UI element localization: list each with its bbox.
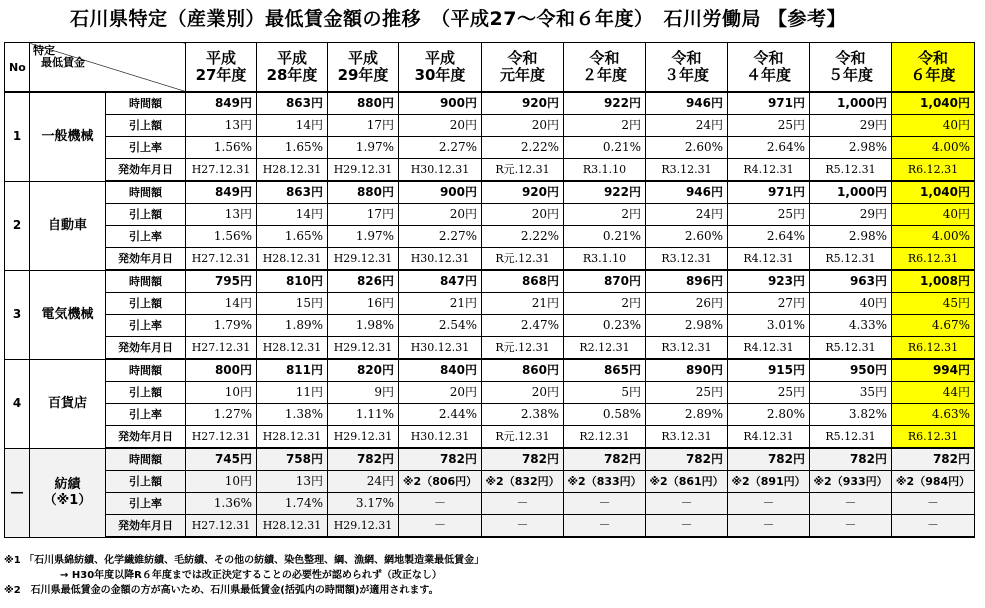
date-cell: H29.12.31 — [328, 515, 399, 538]
industry-name-text: 自動車 — [47, 217, 87, 233]
date-cell: R5.12.31 — [810, 426, 892, 449]
industry-name — [30, 270, 106, 359]
raise-cell: 27円 — [728, 293, 810, 315]
table-row — [5, 404, 975, 426]
date-cell: － — [564, 515, 646, 538]
date-cell: H28.12.31 — [257, 426, 328, 449]
rate-cell: 4.67% — [892, 315, 975, 337]
rate-cell: 1.36% — [186, 493, 257, 515]
hourly-cell: 900円 — [399, 92, 482, 115]
rate-cell: 2.80% — [728, 404, 810, 426]
rate-cell: 3.01% — [728, 315, 810, 337]
date-cell: R元.12.31 — [482, 248, 564, 271]
hourly-cell: 922円 — [564, 92, 646, 115]
hourly-cell: 963円 — [810, 270, 892, 293]
raise-cell: 24円 — [646, 115, 728, 137]
rate-cell: 4.33% — [810, 315, 892, 337]
group-no: 3 — [5, 270, 30, 359]
row-label: 発効年月日 — [106, 248, 186, 271]
date-cell: R4.12.31 — [728, 426, 810, 449]
rate-cell: － — [810, 493, 892, 515]
table-row — [5, 337, 975, 360]
header-year-6: 令和 ２年度 — [564, 43, 646, 93]
table-row — [5, 159, 975, 182]
rate-cell: 0.23% — [564, 315, 646, 337]
date-cell: R5.12.31 — [810, 337, 892, 360]
hourly-cell: 1,040円 — [892, 92, 975, 115]
row-label: 引上額 — [106, 471, 186, 493]
header-corner — [30, 43, 186, 93]
date-cell: R2.12.31 — [564, 337, 646, 360]
row-label: 時間額 — [106, 181, 186, 204]
raise-cell: 20円 — [399, 382, 482, 404]
hourly-cell: 900円 — [399, 181, 482, 204]
rate-cell: 2.27% — [399, 137, 482, 159]
raise-cell: 25円 — [646, 382, 728, 404]
industry-name — [30, 92, 106, 181]
rate-cell: 3.17% — [328, 493, 399, 515]
raise-cell: 9円 — [328, 382, 399, 404]
rate-cell: 2.44% — [399, 404, 482, 426]
rate-cell: 1.97% — [328, 137, 399, 159]
row-label: 時間額 — [106, 92, 186, 115]
raise-cell: ※2（861円） — [646, 471, 728, 493]
date-cell: H27.12.31 — [186, 426, 257, 449]
hourly-cell: 849円 — [186, 92, 257, 115]
row-label: 引上額 — [106, 115, 186, 137]
rate-cell: － — [892, 493, 975, 515]
rate-cell: 1.65% — [257, 137, 328, 159]
header-year-9: 令和 ５年度 — [810, 43, 892, 93]
date-cell: H27.12.31 — [186, 337, 257, 360]
hourly-cell: 745円 — [186, 448, 257, 471]
hourly-cell: 890円 — [646, 359, 728, 382]
rate-cell: － — [728, 493, 810, 515]
hourly-cell: 820円 — [328, 359, 399, 382]
date-cell: R3.1.10 — [564, 248, 646, 271]
raise-cell: 21円 — [399, 293, 482, 315]
raise-cell: 25円 — [728, 204, 810, 226]
table-row — [5, 382, 975, 404]
raise-cell: 29円 — [810, 115, 892, 137]
date-cell: R3.1.10 — [564, 159, 646, 182]
hourly-cell: 782円 — [892, 448, 975, 471]
raise-cell: 2円 — [564, 204, 646, 226]
table-row — [5, 426, 975, 449]
rate-cell: 1.98% — [328, 315, 399, 337]
hourly-cell: 826円 — [328, 270, 399, 293]
hourly-cell: 782円 — [564, 448, 646, 471]
raise-cell: 15円 — [257, 293, 328, 315]
raise-cell: 14円 — [257, 204, 328, 226]
raise-cell: 13円 — [186, 204, 257, 226]
header-row — [5, 43, 975, 93]
raise-cell: 40円 — [810, 293, 892, 315]
rate-cell: 1.56% — [186, 137, 257, 159]
raise-cell: 45円 — [892, 293, 975, 315]
raise-cell: 20円 — [482, 382, 564, 404]
hourly-cell: 1,008円 — [892, 270, 975, 293]
date-cell: R5.12.31 — [810, 248, 892, 271]
header-corner-bottom: 最低賃金 — [41, 56, 85, 69]
industry-name-text: 電気機械 — [41, 306, 94, 322]
raise-cell: 17円 — [328, 115, 399, 137]
row-label: 時間額 — [106, 270, 186, 293]
table-row — [5, 248, 975, 271]
date-cell: R4.12.31 — [728, 159, 810, 182]
footnotes — [4, 553, 484, 598]
raise-cell: ※2（891円） — [728, 471, 810, 493]
date-cell: H30.12.31 — [399, 337, 482, 360]
row-label: 引上額 — [106, 204, 186, 226]
rate-cell: 1.65% — [257, 226, 328, 248]
industry-name — [30, 181, 106, 270]
date-cell: R5.12.31 — [810, 159, 892, 182]
date-cell: H28.12.31 — [257, 159, 328, 182]
date-cell: H28.12.31 — [257, 248, 328, 271]
row-label: 引上率 — [106, 226, 186, 248]
rate-cell: 2.98% — [646, 315, 728, 337]
hourly-cell: 922円 — [564, 181, 646, 204]
header-year-7: 令和 ３年度 — [646, 43, 728, 93]
date-cell: H27.12.31 — [186, 515, 257, 538]
raise-cell: 25円 — [728, 382, 810, 404]
date-cell: － — [892, 515, 975, 538]
hourly-cell: 946円 — [646, 181, 728, 204]
rate-cell: 2.22% — [482, 137, 564, 159]
industry-name — [30, 448, 106, 537]
rate-cell: 2.60% — [646, 226, 728, 248]
rate-cell: 4.00% — [892, 226, 975, 248]
industry-group — [5, 92, 975, 181]
rate-cell: 2.27% — [399, 226, 482, 248]
industry-name-text: 紡績 — [54, 476, 81, 492]
table-row — [5, 204, 975, 226]
header-corner-top: 特定 — [33, 44, 55, 57]
hourly-cell: 865円 — [564, 359, 646, 382]
hourly-cell: 811円 — [257, 359, 328, 382]
rate-cell: 1.11% — [328, 404, 399, 426]
date-cell: － — [728, 515, 810, 538]
rate-cell: 2.98% — [810, 226, 892, 248]
hourly-cell: 870円 — [564, 270, 646, 293]
footnote-1: ※1 「石川県綿紡績、化学繊維紡績、毛紡績、その他の紡績、染色整理、綱、漁網、網地製造業最低賃金」 — [4, 555, 485, 566]
date-cell: H29.12.31 — [328, 337, 399, 360]
rate-cell: 0.58% — [564, 404, 646, 426]
industry-name-text: 一般機械 — [41, 128, 94, 144]
raise-cell: ※2（832円） — [482, 471, 564, 493]
rate-cell: 1.56% — [186, 226, 257, 248]
date-cell: R4.12.31 — [728, 337, 810, 360]
group-no: ― — [5, 448, 30, 537]
rate-cell: 3.82% — [810, 404, 892, 426]
hourly-cell: 782円 — [728, 448, 810, 471]
date-cell: R3.12.31 — [646, 248, 728, 271]
group-no: 4 — [5, 359, 30, 448]
date-cell: R元.12.31 — [482, 337, 564, 360]
industry-group — [5, 448, 975, 537]
raise-cell: 5円 — [564, 382, 646, 404]
raise-cell: 40円 — [892, 204, 975, 226]
hourly-cell: 758円 — [257, 448, 328, 471]
table-row — [5, 92, 975, 115]
hourly-cell: 863円 — [257, 92, 328, 115]
date-cell: H28.12.31 — [257, 515, 328, 538]
row-label: 時間額 — [106, 359, 186, 382]
raise-cell: 11円 — [257, 382, 328, 404]
hourly-cell: 920円 — [482, 181, 564, 204]
row-label: 発効年月日 — [106, 515, 186, 538]
rate-cell: 2.89% — [646, 404, 728, 426]
date-cell: R3.12.31 — [646, 159, 728, 182]
row-label: 発効年月日 — [106, 159, 186, 182]
hourly-cell: 920円 — [482, 92, 564, 115]
hourly-cell: 849円 — [186, 181, 257, 204]
header-year-8: 令和 ４年度 — [728, 43, 810, 93]
raise-cell: 17円 — [328, 204, 399, 226]
raise-cell: 20円 — [482, 115, 564, 137]
rate-cell: 2.22% — [482, 226, 564, 248]
date-cell: R6.12.31 — [892, 337, 975, 360]
raise-cell: 24円 — [646, 204, 728, 226]
rate-cell: － — [646, 493, 728, 515]
row-label: 時間額 — [106, 448, 186, 471]
rate-cell: 2.64% — [728, 137, 810, 159]
raise-cell: 44円 — [892, 382, 975, 404]
row-label: 引上額 — [106, 382, 186, 404]
rate-cell: 2.60% — [646, 137, 728, 159]
raise-cell: 24円 — [328, 471, 399, 493]
rate-cell: 4.00% — [892, 137, 975, 159]
date-cell: － — [399, 515, 482, 538]
table-row — [5, 359, 975, 382]
date-cell: H29.12.31 — [328, 426, 399, 449]
raise-cell: 26円 — [646, 293, 728, 315]
rate-cell: 1.27% — [186, 404, 257, 426]
rate-cell: 2.38% — [482, 404, 564, 426]
row-label: 発効年月日 — [106, 337, 186, 360]
table-row — [5, 137, 975, 159]
raise-cell: 10円 — [186, 471, 257, 493]
table-row — [5, 471, 975, 493]
header-year-10: 令和 ６年度 — [892, 43, 975, 93]
date-cell: H28.12.31 — [257, 337, 328, 360]
hourly-cell: 868円 — [482, 270, 564, 293]
header-year-1: 平成 27年度 — [186, 43, 257, 93]
date-cell: H27.12.31 — [186, 159, 257, 182]
hourly-cell: 1,000円 — [810, 181, 892, 204]
industry-group — [5, 270, 975, 359]
date-cell: H27.12.31 — [186, 248, 257, 271]
hourly-cell: 782円 — [328, 448, 399, 471]
industry-name-note: （※1） — [43, 492, 92, 508]
rate-cell: 1.38% — [257, 404, 328, 426]
row-label: 引上額 — [106, 293, 186, 315]
table-row — [5, 293, 975, 315]
rate-cell: 2.98% — [810, 137, 892, 159]
hourly-cell: 863円 — [257, 181, 328, 204]
raise-cell: 40円 — [892, 115, 975, 137]
date-cell: R6.12.31 — [892, 248, 975, 271]
date-cell: R元.12.31 — [482, 426, 564, 449]
rate-cell: 1.89% — [257, 315, 328, 337]
hourly-cell: 994円 — [892, 359, 975, 382]
raise-cell: 10円 — [186, 382, 257, 404]
hourly-cell: 946円 — [646, 92, 728, 115]
industry-name-text: 百貨店 — [47, 395, 87, 411]
header-no: No — [5, 43, 30, 93]
hourly-cell: 810円 — [257, 270, 328, 293]
date-cell: － — [810, 515, 892, 538]
hourly-cell: 795円 — [186, 270, 257, 293]
hourly-cell: 915円 — [728, 359, 810, 382]
table-row — [5, 181, 975, 204]
header-year-2: 平成 28年度 — [257, 43, 328, 93]
hourly-cell: 860円 — [482, 359, 564, 382]
header-year-5: 令和 元年度 — [482, 43, 564, 93]
raise-cell: ※2（833円） — [564, 471, 646, 493]
rate-cell: 2.54% — [399, 315, 482, 337]
hourly-cell: 1,040円 — [892, 181, 975, 204]
header-year-4: 平成 30年度 — [399, 43, 482, 93]
hourly-cell: 800円 — [186, 359, 257, 382]
raise-cell: ※2（933円） — [810, 471, 892, 493]
date-cell: － — [646, 515, 728, 538]
rate-cell: 1.79% — [186, 315, 257, 337]
raise-cell: 20円 — [399, 115, 482, 137]
date-cell: H29.12.31 — [328, 248, 399, 271]
rate-cell: － — [564, 493, 646, 515]
rate-cell: 2.64% — [728, 226, 810, 248]
raise-cell: 20円 — [399, 204, 482, 226]
minimum-wage-table — [4, 42, 975, 538]
raise-cell: 2円 — [564, 293, 646, 315]
raise-cell: 21円 — [482, 293, 564, 315]
date-cell: R3.12.31 — [646, 426, 728, 449]
date-cell: H29.12.31 — [328, 159, 399, 182]
table-row — [5, 493, 975, 515]
hourly-cell: 880円 — [328, 181, 399, 204]
row-label: 引上率 — [106, 137, 186, 159]
row-label: 引上率 — [106, 404, 186, 426]
footnote-2: ※2 石川県最低賃金の金額の方が高いため、石川県最低賃金(括弧内の時間額)が適用されます。 — [4, 585, 439, 596]
date-cell: － — [482, 515, 564, 538]
raise-cell: 29円 — [810, 204, 892, 226]
rate-cell: 1.74% — [257, 493, 328, 515]
rate-cell: － — [482, 493, 564, 515]
hourly-cell: 840円 — [399, 359, 482, 382]
rate-cell: 0.21% — [564, 137, 646, 159]
row-label: 引上率 — [106, 493, 186, 515]
hourly-cell: 971円 — [728, 92, 810, 115]
table-row — [5, 226, 975, 248]
date-cell: H30.12.31 — [399, 426, 482, 449]
rate-cell: － — [399, 493, 482, 515]
raise-cell: 13円 — [257, 471, 328, 493]
hourly-cell: 847円 — [399, 270, 482, 293]
table-row — [5, 448, 975, 471]
table-row — [5, 270, 975, 293]
footnote-1-detail: → H30年度以降R６年度までは改正決定することの必要性が認められず（改正なし） — [60, 570, 442, 581]
raise-cell: ※2（984円） — [892, 471, 975, 493]
row-label: 発効年月日 — [106, 426, 186, 449]
date-cell: R4.12.31 — [728, 248, 810, 271]
hourly-cell: 923円 — [728, 270, 810, 293]
raise-cell: 2円 — [564, 115, 646, 137]
raise-cell: 16円 — [328, 293, 399, 315]
raise-cell: 20円 — [482, 204, 564, 226]
group-no: 1 — [5, 92, 30, 181]
raise-cell: 25円 — [728, 115, 810, 137]
table-row — [5, 515, 975, 538]
hourly-cell: 782円 — [482, 448, 564, 471]
date-cell: R6.12.31 — [892, 426, 975, 449]
raise-cell: 35円 — [810, 382, 892, 404]
hourly-cell: 782円 — [399, 448, 482, 471]
row-label: 引上率 — [106, 315, 186, 337]
date-cell: R3.12.31 — [646, 337, 728, 360]
hourly-cell: 896円 — [646, 270, 728, 293]
group-no: 2 — [5, 181, 30, 270]
industry-group — [5, 181, 975, 270]
rate-cell: 4.63% — [892, 404, 975, 426]
table-row — [5, 115, 975, 137]
raise-cell: 14円 — [186, 293, 257, 315]
date-cell: H30.12.31 — [399, 159, 482, 182]
date-cell: R元.12.31 — [482, 159, 564, 182]
date-cell: R2.12.31 — [564, 426, 646, 449]
date-cell: H30.12.31 — [399, 248, 482, 271]
hourly-cell: 950円 — [810, 359, 892, 382]
hourly-cell: 782円 — [810, 448, 892, 471]
page-title: 石川県特定（産業別）最低賃金額の推移 （平成27～令和６年度） 石川労働局 【参考】 — [70, 8, 847, 30]
hourly-cell: 971円 — [728, 181, 810, 204]
raise-cell: 13円 — [186, 115, 257, 137]
header-year-3: 平成 29年度 — [328, 43, 399, 93]
rate-cell: 2.47% — [482, 315, 564, 337]
date-cell: R6.12.31 — [892, 159, 975, 182]
raise-cell: ※2（806円） — [399, 471, 482, 493]
hourly-cell: 1,000円 — [810, 92, 892, 115]
industry-group — [5, 359, 975, 448]
hourly-cell: 782円 — [646, 448, 728, 471]
rate-cell: 1.97% — [328, 226, 399, 248]
table-row — [5, 315, 975, 337]
hourly-cell: 880円 — [328, 92, 399, 115]
industry-name — [30, 359, 106, 448]
rate-cell: 0.21% — [564, 226, 646, 248]
raise-cell: 14円 — [257, 115, 328, 137]
